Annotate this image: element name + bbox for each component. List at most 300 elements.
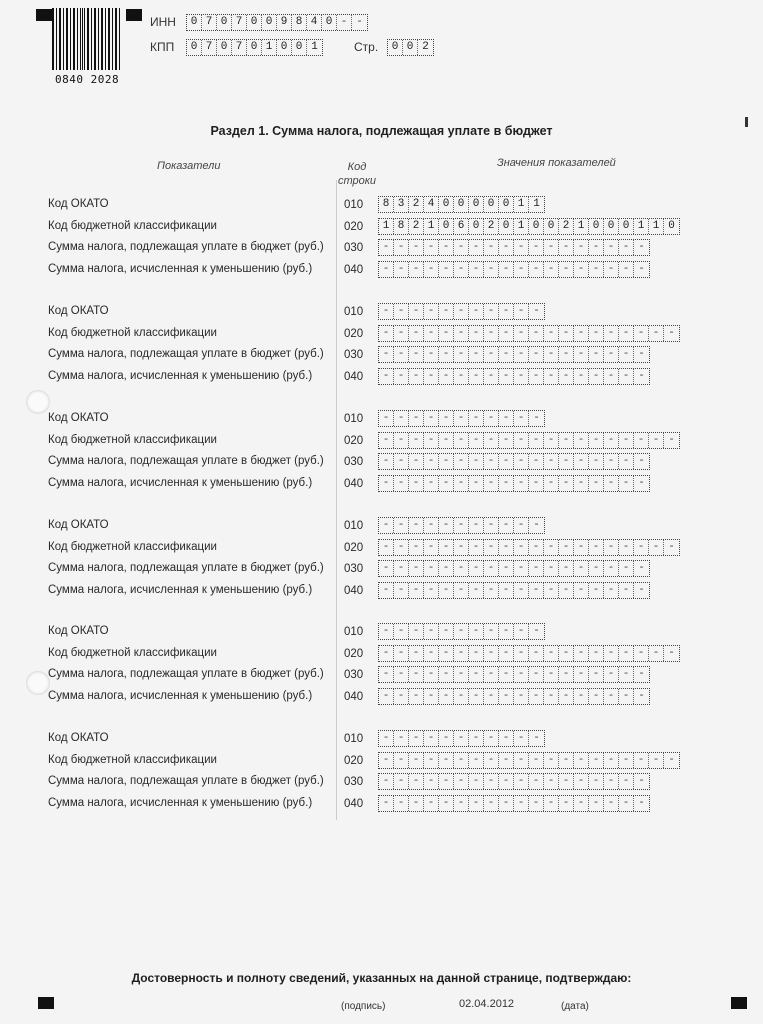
digit-cell[interactable]: -	[589, 646, 604, 661]
digit-cell[interactable]: -	[499, 689, 514, 704]
digit-cell[interactable]: -	[394, 731, 409, 746]
digit-cell[interactable]: -	[589, 561, 604, 576]
digit-cell[interactable]: -	[469, 796, 484, 811]
digit-cell[interactable]: -	[484, 624, 499, 639]
digit-cell[interactable]: -	[499, 326, 514, 341]
digit-cell[interactable]: -	[638, 476, 645, 489]
digit-cell[interactable]: -	[379, 369, 394, 384]
digit-cell[interactable]: -	[394, 796, 409, 811]
digit-cell[interactable]: -	[469, 240, 484, 255]
digit-cell[interactable]: -	[619, 326, 634, 341]
digit-cell[interactable]: -	[379, 753, 394, 768]
digit-cell[interactable]: -	[424, 262, 439, 277]
digit-cell[interactable]: -	[484, 689, 499, 704]
digit-cell[interactable]: -	[574, 369, 589, 384]
digit-cell[interactable]: -	[514, 411, 529, 426]
digit-cell[interactable]: -	[424, 731, 439, 746]
digit-cell[interactable]: -	[394, 262, 409, 277]
digit-cell[interactable]: -	[589, 753, 604, 768]
digit-cell[interactable]: -	[394, 476, 409, 491]
digit-cell[interactable]: 0	[499, 197, 514, 212]
digit-cell[interactable]: -	[634, 646, 649, 661]
digit-cell[interactable]: -	[439, 646, 454, 661]
digit-cell[interactable]: -	[589, 583, 604, 598]
digit-cell[interactable]: -	[439, 454, 454, 469]
digit-cell[interactable]: -	[469, 753, 484, 768]
digit-cell[interactable]: 0	[277, 40, 292, 55]
digit-cell[interactable]: -	[604, 454, 619, 469]
digit-cell[interactable]: -	[469, 476, 484, 491]
digit-cell[interactable]: -	[379, 583, 394, 598]
digit-cell[interactable]: -	[394, 518, 409, 533]
digit-cell[interactable]: -	[544, 454, 559, 469]
digit-cell[interactable]: 8	[394, 219, 409, 234]
digit-cell[interactable]: -	[638, 562, 645, 574]
digit-cell[interactable]: -	[514, 326, 529, 341]
digit-cell[interactable]: -	[649, 753, 664, 768]
digit-cell[interactable]: -	[409, 454, 424, 469]
digit-cell[interactable]: -	[514, 624, 529, 639]
digit-cell[interactable]: -	[544, 326, 559, 341]
digit-cell[interactable]: 0	[439, 197, 454, 212]
digit-cell[interactable]: 0	[499, 219, 514, 234]
digit-cell[interactable]: -	[394, 624, 409, 639]
digit-cell[interactable]: 0	[469, 219, 484, 234]
digit-cell[interactable]: -	[634, 540, 649, 555]
digit-cell[interactable]: 0	[217, 15, 232, 30]
digit-cell[interactable]: -	[439, 774, 454, 789]
digit-cell[interactable]: -	[559, 347, 574, 362]
digit-cell[interactable]: -	[514, 454, 529, 469]
digit-cell[interactable]: 0	[529, 219, 544, 234]
digit-cell[interactable]: -	[638, 668, 645, 680]
digit-cell[interactable]: -	[394, 411, 409, 426]
digit-cell[interactable]: -	[454, 689, 469, 704]
digit-cell[interactable]: -	[649, 540, 664, 555]
digit-cell[interactable]: -	[409, 369, 424, 384]
digit-cell[interactable]: 2	[484, 219, 499, 234]
digit-cell[interactable]: -	[559, 262, 574, 277]
digit-cell[interactable]: -	[619, 667, 634, 682]
digit-cell[interactable]: -	[409, 561, 424, 576]
digit-cell[interactable]: 0	[217, 40, 232, 55]
digit-cell[interactable]: -	[469, 774, 484, 789]
digit-cell[interactable]: -	[604, 326, 619, 341]
digit-cell[interactable]: -	[544, 240, 559, 255]
digit-cell[interactable]: -	[379, 689, 394, 704]
digit-cell[interactable]: -	[484, 476, 499, 491]
digit-cell[interactable]: -	[337, 15, 352, 30]
digit-cell[interactable]: -	[529, 369, 544, 384]
digit-cell[interactable]: -	[424, 347, 439, 362]
digit-cell[interactable]: 0	[187, 15, 202, 30]
digit-cell[interactable]: 0	[187, 40, 202, 55]
digit-cell[interactable]: -	[499, 304, 514, 319]
digit-cell[interactable]: -	[469, 262, 484, 277]
digit-cell[interactable]: -	[514, 304, 529, 319]
digit-cell[interactable]: -	[499, 540, 514, 555]
digit-cell[interactable]: -	[638, 796, 645, 809]
digit-cell[interactable]: -	[589, 262, 604, 277]
digit-cell[interactable]: -	[499, 624, 514, 639]
digit-cell[interactable]: 1	[533, 198, 540, 210]
digit-cell[interactable]: -	[559, 796, 574, 811]
digit-cell[interactable]: -	[454, 667, 469, 682]
digit-cell[interactable]: 2	[559, 219, 574, 234]
digit-cell[interactable]: -	[559, 240, 574, 255]
digit-cell[interactable]: -	[529, 476, 544, 491]
digit-cell[interactable]: -	[604, 540, 619, 555]
digit-cell[interactable]: -	[424, 796, 439, 811]
digit-cell[interactable]: -	[439, 561, 454, 576]
digit-cell[interactable]: -	[544, 262, 559, 277]
digit-cell[interactable]: -	[544, 667, 559, 682]
digit-cell[interactable]: -	[394, 433, 409, 448]
digit-cell[interactable]: -	[514, 753, 529, 768]
digit-cell[interactable]: -	[424, 240, 439, 255]
digit-cell[interactable]: -	[559, 540, 574, 555]
digit-cell[interactable]: -	[589, 433, 604, 448]
digit-cell[interactable]: -	[424, 583, 439, 598]
digit-cell[interactable]: 0	[668, 219, 675, 232]
digit-cell[interactable]: -	[533, 732, 540, 744]
digit-cell[interactable]: -	[559, 646, 574, 661]
digit-cell[interactable]: -	[589, 240, 604, 255]
digit-cell[interactable]: -	[469, 454, 484, 469]
digit-cell[interactable]: -	[484, 583, 499, 598]
digit-cell[interactable]: -	[634, 753, 649, 768]
digit-cell[interactable]: -	[619, 796, 634, 811]
digit-cell[interactable]: -	[649, 433, 664, 448]
digit-cell[interactable]: -	[424, 624, 439, 639]
digit-cell[interactable]: -	[604, 667, 619, 682]
digit-cell[interactable]: 2	[422, 41, 429, 53]
digit-cell[interactable]: 0	[439, 219, 454, 234]
digit-cell[interactable]: -	[469, 540, 484, 555]
digit-cell[interactable]: -	[529, 262, 544, 277]
digit-cell[interactable]: -	[619, 540, 634, 555]
digit-cell[interactable]: -	[529, 540, 544, 555]
digit-cell[interactable]: -	[619, 583, 634, 598]
digit-cell[interactable]: -	[574, 561, 589, 576]
digit-cell[interactable]: 0	[247, 15, 262, 30]
digit-cell[interactable]: -	[619, 646, 634, 661]
digit-cell[interactable]: -	[604, 583, 619, 598]
digit-cell[interactable]: -	[379, 796, 394, 811]
digit-cell[interactable]: -	[514, 262, 529, 277]
digit-cell[interactable]: -	[559, 753, 574, 768]
digit-cell[interactable]: -	[604, 347, 619, 362]
digit-cell[interactable]: -	[394, 583, 409, 598]
digit-cell[interactable]: -	[379, 326, 394, 341]
digit-cell[interactable]: -	[424, 411, 439, 426]
digit-cell[interactable]: -	[574, 774, 589, 789]
digit-cell[interactable]: -	[454, 454, 469, 469]
digit-cell[interactable]: -	[409, 240, 424, 255]
digit-cell[interactable]: -	[409, 646, 424, 661]
digit-cell[interactable]: -	[544, 347, 559, 362]
digit-cell[interactable]: -	[619, 240, 634, 255]
digit-cell[interactable]: -	[379, 240, 394, 255]
digit-cell[interactable]: 3	[394, 197, 409, 212]
digit-cell[interactable]: -	[439, 583, 454, 598]
digit-cell[interactable]: -	[439, 433, 454, 448]
digit-cell[interactable]: 0	[589, 219, 604, 234]
digit-cell[interactable]: -	[529, 561, 544, 576]
digit-cell[interactable]: 0	[388, 40, 403, 55]
digit-cell[interactable]: -	[454, 796, 469, 811]
digit-cell[interactable]: -	[439, 240, 454, 255]
digit-cell[interactable]: -	[574, 796, 589, 811]
digit-cell[interactable]: -	[409, 667, 424, 682]
digit-cell[interactable]: 0	[484, 197, 499, 212]
digit-cell[interactable]: -	[484, 326, 499, 341]
digit-cell[interactable]: -	[469, 583, 484, 598]
digit-cell[interactable]: 1	[424, 219, 439, 234]
digit-cell[interactable]: -	[454, 518, 469, 533]
digit-cell[interactable]: -	[424, 540, 439, 555]
digit-cell[interactable]: -	[529, 667, 544, 682]
digit-cell[interactable]: -	[379, 774, 394, 789]
digit-cell[interactable]: -	[574, 667, 589, 682]
digit-cell[interactable]: -	[469, 518, 484, 533]
digit-cell[interactable]: -	[589, 476, 604, 491]
digit-cell[interactable]: -	[499, 583, 514, 598]
digit-cell[interactable]: 0	[544, 219, 559, 234]
digit-cell[interactable]: -	[529, 796, 544, 811]
digit-cell[interactable]: -	[499, 796, 514, 811]
digit-cell[interactable]: -	[638, 583, 645, 596]
digit-cell[interactable]: -	[484, 561, 499, 576]
digit-cell[interactable]: -	[529, 347, 544, 362]
digit-cell[interactable]: -	[394, 240, 409, 255]
digit-cell[interactable]: -	[469, 646, 484, 661]
digit-cell[interactable]: -	[589, 326, 604, 341]
digit-cell[interactable]: -	[409, 753, 424, 768]
digit-cell[interactable]: -	[484, 646, 499, 661]
digit-cell[interactable]: -	[574, 646, 589, 661]
digit-cell[interactable]: -	[394, 369, 409, 384]
digit-cell[interactable]: -	[439, 304, 454, 319]
digit-cell[interactable]: -	[619, 774, 634, 789]
digit-cell[interactable]: -	[649, 326, 664, 341]
digit-cell[interactable]: -	[544, 646, 559, 661]
digit-cell[interactable]: -	[409, 304, 424, 319]
digit-cell[interactable]: -	[589, 454, 604, 469]
digit-cell[interactable]: -	[499, 518, 514, 533]
digit-cell[interactable]: -	[424, 304, 439, 319]
digit-cell[interactable]: 7	[232, 40, 247, 55]
digit-cell[interactable]: -	[409, 624, 424, 639]
digit-cell[interactable]: -	[499, 646, 514, 661]
digit-cell[interactable]: -	[356, 16, 363, 28]
digit-cell[interactable]: -	[668, 540, 675, 553]
digit-cell[interactable]: -	[514, 667, 529, 682]
digit-cell[interactable]: -	[379, 518, 394, 533]
digit-cell[interactable]: 1	[649, 219, 664, 234]
digit-cell[interactable]: -	[604, 240, 619, 255]
digit-cell[interactable]: -	[484, 411, 499, 426]
digit-cell[interactable]: 0	[469, 197, 484, 212]
digit-cell[interactable]: -	[439, 411, 454, 426]
digit-cell[interactable]: -	[484, 433, 499, 448]
digit-cell[interactable]: -	[394, 304, 409, 319]
digit-cell[interactable]: -	[484, 753, 499, 768]
digit-cell[interactable]: -	[484, 540, 499, 555]
digit-cell[interactable]: -	[379, 411, 394, 426]
digit-cell[interactable]: -	[424, 518, 439, 533]
digit-cell[interactable]: 9	[277, 15, 292, 30]
digit-cell[interactable]: -	[499, 476, 514, 491]
digit-cell[interactable]: 1	[634, 219, 649, 234]
digit-cell[interactable]: -	[638, 369, 645, 382]
digit-cell[interactable]: -	[634, 433, 649, 448]
digit-cell[interactable]: -	[484, 667, 499, 682]
digit-cell[interactable]: -	[499, 240, 514, 255]
digit-cell[interactable]: -	[454, 731, 469, 746]
digit-cell[interactable]: -	[409, 411, 424, 426]
digit-cell[interactable]: -	[559, 689, 574, 704]
digit-cell[interactable]: 7	[202, 40, 217, 55]
digit-cell[interactable]: -	[439, 624, 454, 639]
digit-cell[interactable]: -	[604, 561, 619, 576]
digit-cell[interactable]: -	[394, 689, 409, 704]
digit-cell[interactable]: -	[544, 433, 559, 448]
digit-cell[interactable]: -	[533, 305, 540, 317]
digit-cell[interactable]: -	[499, 262, 514, 277]
digit-cell[interactable]: -	[454, 476, 469, 491]
digit-cell[interactable]: -	[409, 433, 424, 448]
digit-cell[interactable]: -	[529, 774, 544, 789]
digit-cell[interactable]: -	[409, 262, 424, 277]
digit-cell[interactable]: -	[499, 369, 514, 384]
digit-cell[interactable]: -	[484, 518, 499, 533]
digit-cell[interactable]: -	[394, 454, 409, 469]
digit-cell[interactable]: -	[604, 774, 619, 789]
digit-cell[interactable]: -	[604, 369, 619, 384]
digit-cell[interactable]: -	[424, 753, 439, 768]
digit-cell[interactable]: -	[469, 411, 484, 426]
digit-cell[interactable]: -	[454, 369, 469, 384]
digit-cell[interactable]: -	[668, 433, 675, 446]
digit-cell[interactable]: -	[439, 540, 454, 555]
digit-cell[interactable]: -	[409, 774, 424, 789]
digit-cell[interactable]: -	[424, 667, 439, 682]
digit-cell[interactable]: -	[574, 347, 589, 362]
digit-cell[interactable]: -	[638, 775, 645, 787]
digit-cell[interactable]: -	[499, 433, 514, 448]
digit-cell[interactable]: 1	[262, 40, 277, 55]
digit-cell[interactable]: 7	[232, 15, 247, 30]
digit-cell[interactable]: -	[424, 326, 439, 341]
digit-cell[interactable]: -	[529, 583, 544, 598]
digit-cell[interactable]: -	[544, 689, 559, 704]
digit-cell[interactable]: -	[454, 646, 469, 661]
digit-cell[interactable]: -	[394, 540, 409, 555]
digit-cell[interactable]: -	[424, 646, 439, 661]
digit-cell[interactable]: -	[469, 689, 484, 704]
digit-cell[interactable]: -	[559, 433, 574, 448]
digit-cell[interactable]: -	[499, 774, 514, 789]
digit-cell[interactable]: -	[439, 518, 454, 533]
digit-cell[interactable]: -	[409, 583, 424, 598]
digit-cell[interactable]: -	[499, 753, 514, 768]
digit-cell[interactable]: -	[469, 347, 484, 362]
digit-cell[interactable]: -	[484, 240, 499, 255]
digit-cell[interactable]: -	[379, 262, 394, 277]
digit-cell[interactable]: -	[544, 561, 559, 576]
digit-cell[interactable]: -	[484, 347, 499, 362]
digit-cell[interactable]: -	[469, 304, 484, 319]
digit-cell[interactable]: -	[469, 731, 484, 746]
digit-cell[interactable]: -	[484, 304, 499, 319]
digit-cell[interactable]: -	[574, 753, 589, 768]
digit-cell[interactable]: 0	[322, 15, 337, 30]
digit-cell[interactable]: -	[379, 454, 394, 469]
digit-cell[interactable]: -	[379, 347, 394, 362]
digit-cell[interactable]: 1	[574, 219, 589, 234]
digit-cell[interactable]: -	[638, 262, 645, 275]
digit-cell[interactable]: -	[409, 689, 424, 704]
digit-cell[interactable]: -	[394, 326, 409, 341]
digit-cell[interactable]: -	[574, 454, 589, 469]
digit-cell[interactable]: -	[454, 262, 469, 277]
digit-cell[interactable]: -	[604, 262, 619, 277]
digit-cell[interactable]: -	[559, 369, 574, 384]
digit-cell[interactable]: -	[619, 476, 634, 491]
digit-cell[interactable]: -	[559, 561, 574, 576]
digit-cell[interactable]: -	[604, 646, 619, 661]
digit-cell[interactable]: -	[544, 774, 559, 789]
digit-cell[interactable]: -	[439, 753, 454, 768]
digit-cell[interactable]: -	[529, 753, 544, 768]
digit-cell[interactable]: -	[379, 624, 394, 639]
digit-cell[interactable]: -	[439, 369, 454, 384]
digit-cell[interactable]: -	[454, 411, 469, 426]
digit-cell[interactable]: -	[619, 369, 634, 384]
digit-cell[interactable]: -	[529, 433, 544, 448]
digit-cell[interactable]: -	[409, 796, 424, 811]
digit-cell[interactable]: -	[544, 369, 559, 384]
digit-cell[interactable]: -	[424, 561, 439, 576]
digit-cell[interactable]: -	[619, 689, 634, 704]
digit-cell[interactable]: -	[589, 774, 604, 789]
digit-cell[interactable]: 4	[424, 197, 439, 212]
digit-cell[interactable]: -	[484, 774, 499, 789]
digit-cell[interactable]: -	[604, 796, 619, 811]
digit-cell[interactable]: -	[544, 476, 559, 491]
digit-cell[interactable]: -	[533, 519, 540, 531]
digit-cell[interactable]: -	[454, 624, 469, 639]
digit-cell[interactable]: 2	[409, 197, 424, 212]
digit-cell[interactable]: -	[409, 347, 424, 362]
digit-cell[interactable]: -	[409, 540, 424, 555]
digit-cell[interactable]: -	[559, 774, 574, 789]
digit-cell[interactable]: -	[439, 796, 454, 811]
digit-cell[interactable]: -	[544, 796, 559, 811]
digit-cell[interactable]: -	[409, 731, 424, 746]
digit-cell[interactable]: -	[424, 774, 439, 789]
digit-cell[interactable]: -	[559, 476, 574, 491]
digit-cell[interactable]: -	[394, 646, 409, 661]
digit-cell[interactable]: -	[394, 774, 409, 789]
digit-cell[interactable]: -	[514, 347, 529, 362]
digit-cell[interactable]: -	[619, 262, 634, 277]
digit-cell[interactable]: -	[589, 540, 604, 555]
digit-cell[interactable]: -	[484, 454, 499, 469]
digit-cell[interactable]: -	[379, 433, 394, 448]
digit-cell[interactable]: -	[544, 583, 559, 598]
